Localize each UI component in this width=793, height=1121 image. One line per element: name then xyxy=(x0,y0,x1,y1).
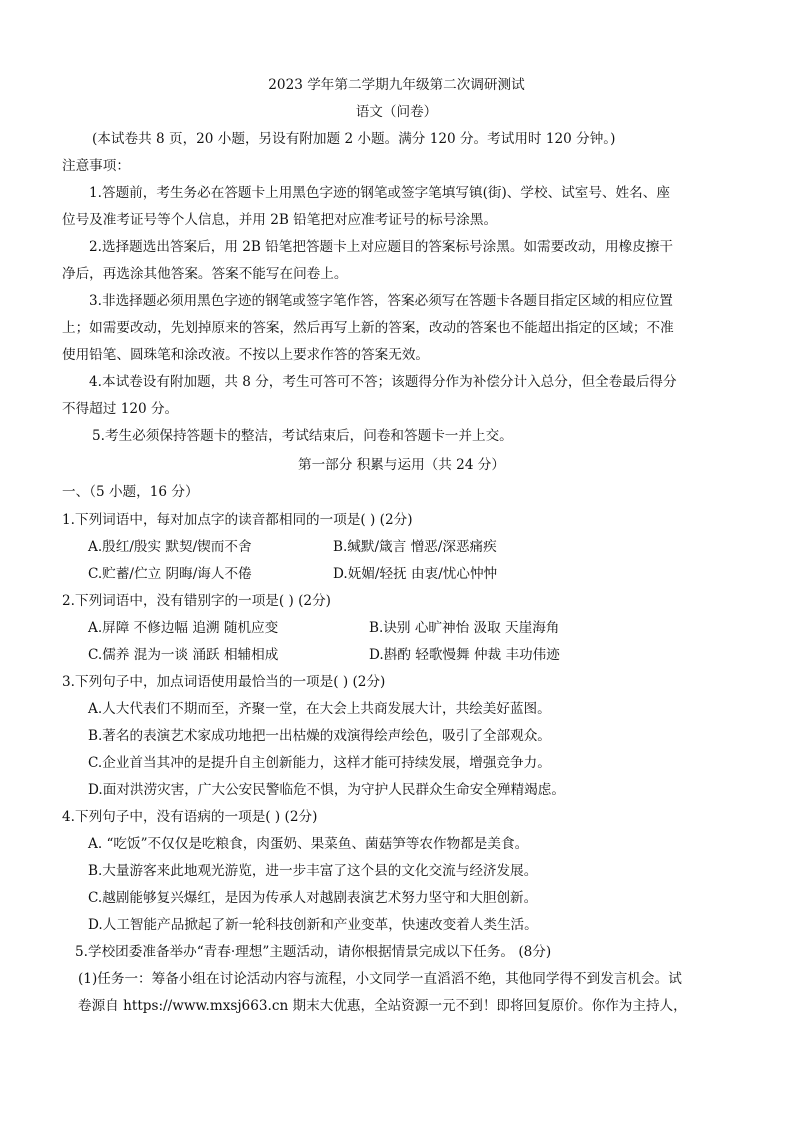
q4-option-d: D.人工智能产品掀起了新一轮科技创新和产业变革，快速改变着人类生活。 xyxy=(88,917,538,933)
note-1-line-1: 1.答题前，考生务必在答题卡上用黑色字迹的钢笔或签字笔填写镇(街)、学校、试室号、姓名、座 xyxy=(89,185,670,201)
exam-subtitle: 语文（问卷） xyxy=(355,104,438,120)
q5-task1-line-1: (1)任务一：筹备小组在讨论活动内容与流程，小文同学一直滔滔不绝，其他同学得不到发言机会。试 xyxy=(78,971,682,987)
q2-option-d: D.斟酌 轻歌慢舞 仲裁 丰功伟迹 xyxy=(369,647,560,663)
note-3-line-3: 使用铅笔、圆珠笔和涂改液。不按以上要求作答的答案无效。 xyxy=(62,347,430,363)
q2-option-a: A.屏障 不修边幅 追溯 随机应变 xyxy=(88,620,279,636)
q4-option-c: C.越剧能够复兴爆红，是因为传承人对越剧表演艺术努力坚守和大胆创新。 xyxy=(88,890,538,906)
q2-option-b: B.诀别 心旷神怡 汲取 天崖海角 xyxy=(369,620,560,636)
note-2-line-1: 2.选择题选出答案后，用 2B 铅笔把答题卡上对应题目的答案标号涂黑。如需要改动，用橡皮擦干 xyxy=(89,239,673,255)
exam-title: 2023 学年第二学期九年级第二次调研测试 xyxy=(268,77,525,93)
q5-stem: 5.学校团委准备举办“青春·理想”主题活动，请你根据情景完成以下任务。 (8分) xyxy=(75,944,552,960)
q1-option-d: D.妩媚/轻抚 由衷/忧心忡忡 xyxy=(333,566,498,582)
note-4-line-2: 不得超过 120 分。 xyxy=(62,401,179,417)
note-3-line-1: 3.非选择题必须用黑色字迹的钢笔或签字笔作答，答案必须写在答题卡各题目指定区域的相应位置 xyxy=(89,293,673,309)
section-one-heading: 一、（5 小题，16 分） xyxy=(62,484,199,500)
q3-stem: 3.下列句子中，加点词语使用最恰当的一项是( ) (2分) xyxy=(62,674,386,690)
note-1-line-2: 位号及准考证号等个人信息，并用 2B 铅笔把对应准考证号的标号涂黑。 xyxy=(62,212,498,228)
q5-task1-line-2: 卷源自 https://www.mxsj663.cn 期末大优惠，全站资源一元不到！即将回复原价。你作为主持人， xyxy=(78,998,687,1014)
q2-stem: 2.下列词语中，没有错别字的一项是( ) (2分) xyxy=(62,593,331,609)
q4-option-a: A. “吃饭”不仅仅是吃粮食，肉蛋奶、果菜鱼、菌菇笋等农作物都是美食。 xyxy=(88,836,529,852)
q3-option-d: D.面对洪涝灾害，广大公安民警临危不惧，为守护人民群众生命安全殚精竭虑。 xyxy=(88,782,565,798)
q1-option-a: A.殷红/殷实 默契/锲而不舍 xyxy=(88,539,252,555)
note-3-line-2: 上；如需要改动，先划掉原来的答案，然后再写上新的答案，改动的答案也不能超出指定的区域；不准 xyxy=(62,320,674,336)
q1-option-c: C.贮蓄/伫立 阴晦/诲人不倦 xyxy=(88,566,252,582)
q1-option-b: B.缄默/箴言 憎恶/深恶痛疾 xyxy=(333,539,497,555)
q2-option-c: C.儒养 混为一谈 涌跃 相辅相成 xyxy=(88,647,279,663)
note-5: 5.考生必须保持答题卡的整洁，考试结束后，问卷和答题卡一并上交。 xyxy=(92,428,513,444)
notes-heading: 注意事项： xyxy=(62,158,130,174)
q4-stem: 4.下列句子中，没有语病的一项是( ) (2分) xyxy=(62,809,318,825)
note-2-line-2: 净后，再选涂其他答案。答案不能写在问卷上。 xyxy=(62,266,348,282)
q3-option-b: B.著名的表演艺术家成功地把一出枯燥的戏演得绘声绘色，吸引了全部观众。 xyxy=(88,728,551,744)
q3-option-a: A.人大代表们不期而至，齐聚一堂，在大会上共商发展大计，共绘美好蓝图。 xyxy=(88,701,551,717)
q4-option-b: B.大量游客来此地观光游览，进一步丰富了这个县的文化交流与经济发展。 xyxy=(88,863,538,879)
exam-info: (本试卷共 8 页，20 小题，另设有附加题 2 小题。满分 120 分。考试用时 120 分钟。) xyxy=(92,131,616,147)
q1-stem: 1.下列词语中，每对加点字的读音都相同的一项是( ) (2分) xyxy=(62,512,413,528)
q3-option-c: C.企业首当其冲的是提升自主创新能力，这样才能可持续发展，增强竞争力。 xyxy=(88,755,551,771)
part1-title: 第一部分 积累与运用（共 24 分） xyxy=(298,457,505,473)
note-4-line-1: 4.本试卷设有附加题，共 8 分，考生可答可不答；该题得分作为补偿分计入总分，但全卷最后得分 xyxy=(89,374,677,390)
